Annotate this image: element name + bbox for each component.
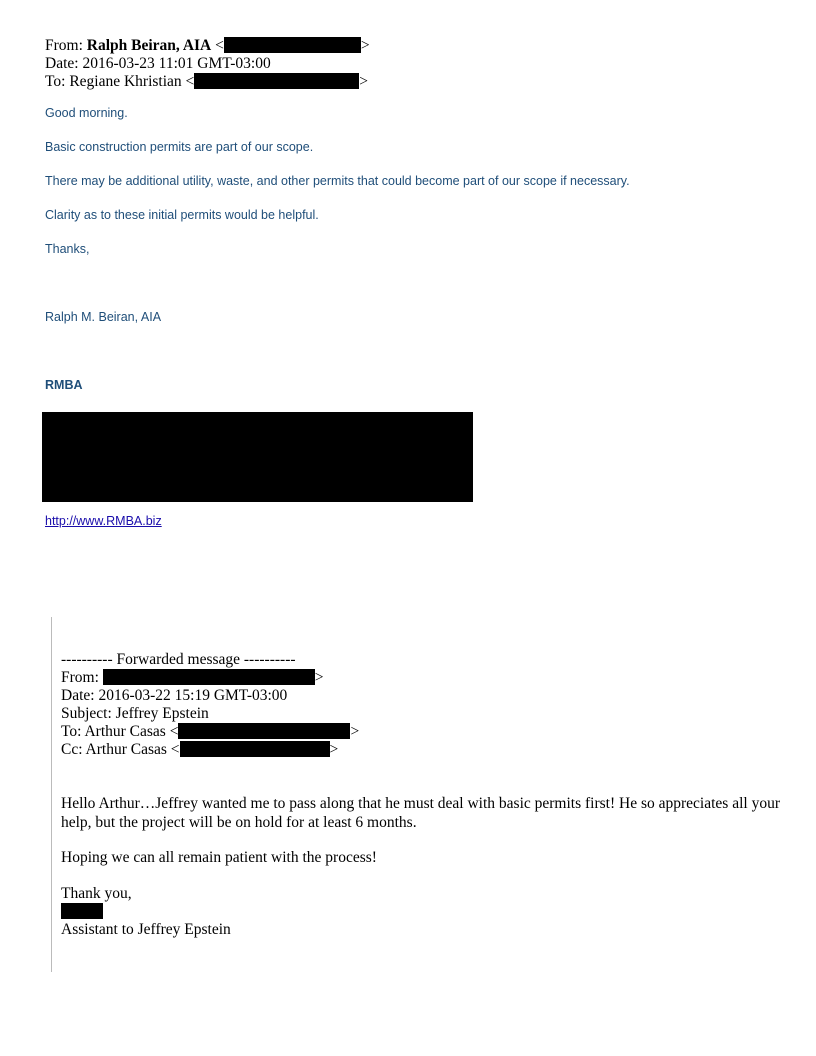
fwd-cc-label: Cc: Arthur Casas — [61, 741, 171, 758]
body-line-2: There may be additional utility, waste, and other permits that could become part of our scope if necessary. — [45, 174, 630, 188]
lt-bracket: < — [169, 723, 179, 740]
to-line — [45, 73, 368, 91]
redacted-sender — [103, 669, 315, 685]
sender-name: Ralph Beiran, AIA — [86, 37, 212, 54]
redacted-email — [224, 37, 361, 53]
fwd-paragraph-1: Hello Arthur…Jeffrey wanted me to pass along that he must deal with basic permits first! He so appreciates all your help, but the project will be on hold for at least 6 months. — [61, 795, 780, 831]
signature-name: Ralph M. Beiran, AIA — [45, 310, 162, 324]
redacted-block — [42, 412, 473, 502]
fwd-to-line — [61, 723, 359, 741]
redacted-signature — [61, 903, 103, 919]
signature-company: RMBA — [45, 378, 83, 392]
lt-bracket: < — [170, 741, 180, 758]
fwd-subject-line: Subject: Jeffrey Epstein — [61, 705, 209, 722]
gt-bracket: > — [359, 73, 369, 90]
fwd-from-line — [61, 669, 324, 687]
gt-bracket: > — [350, 723, 360, 740]
to-label: To: Regiane Khristian — [45, 73, 186, 90]
fwd-closing: Thank you, — [61, 885, 132, 902]
quote-bar — [51, 617, 52, 972]
fwd-cc-line — [61, 741, 338, 759]
fwd-signature-title: Assistant to Jeffrey Epstein — [61, 921, 231, 938]
fwd-paragraph-2: Hoping we can all remain patient with the process! — [61, 849, 377, 866]
body-line-3: Clarity as to these initial permits would be helpful. — [45, 208, 319, 222]
redacted-email — [194, 73, 359, 89]
redacted-email — [178, 723, 350, 739]
greeting: Good morning. — [45, 106, 128, 120]
closing: Thanks, — [45, 242, 90, 256]
redacted-email — [180, 741, 330, 757]
gt-bracket: > — [360, 37, 370, 54]
lt-bracket: < — [215, 37, 224, 54]
gt-bracket: > — [314, 669, 324, 686]
from-label: From: — [45, 37, 87, 54]
fwd-from-label: From: — [61, 669, 103, 686]
body-line-1: Basic construction permits are part of our scope. — [45, 140, 314, 154]
website-link[interactable]: http://www.RMBA.biz — [45, 514, 162, 528]
from-line — [45, 37, 370, 55]
fwd-date-line: Date: 2016-03-22 15:19 GMT-03:00 — [61, 687, 288, 704]
forward-separator: ---------- Forwarded message ---------- — [61, 651, 296, 668]
fwd-to-label: To: Arthur Casas — [61, 723, 170, 740]
date-line: Date: 2016-03-23 11:01 GMT-03:00 — [45, 55, 271, 72]
gt-bracket: > — [329, 741, 339, 758]
lt-bracket: < — [185, 73, 195, 90]
